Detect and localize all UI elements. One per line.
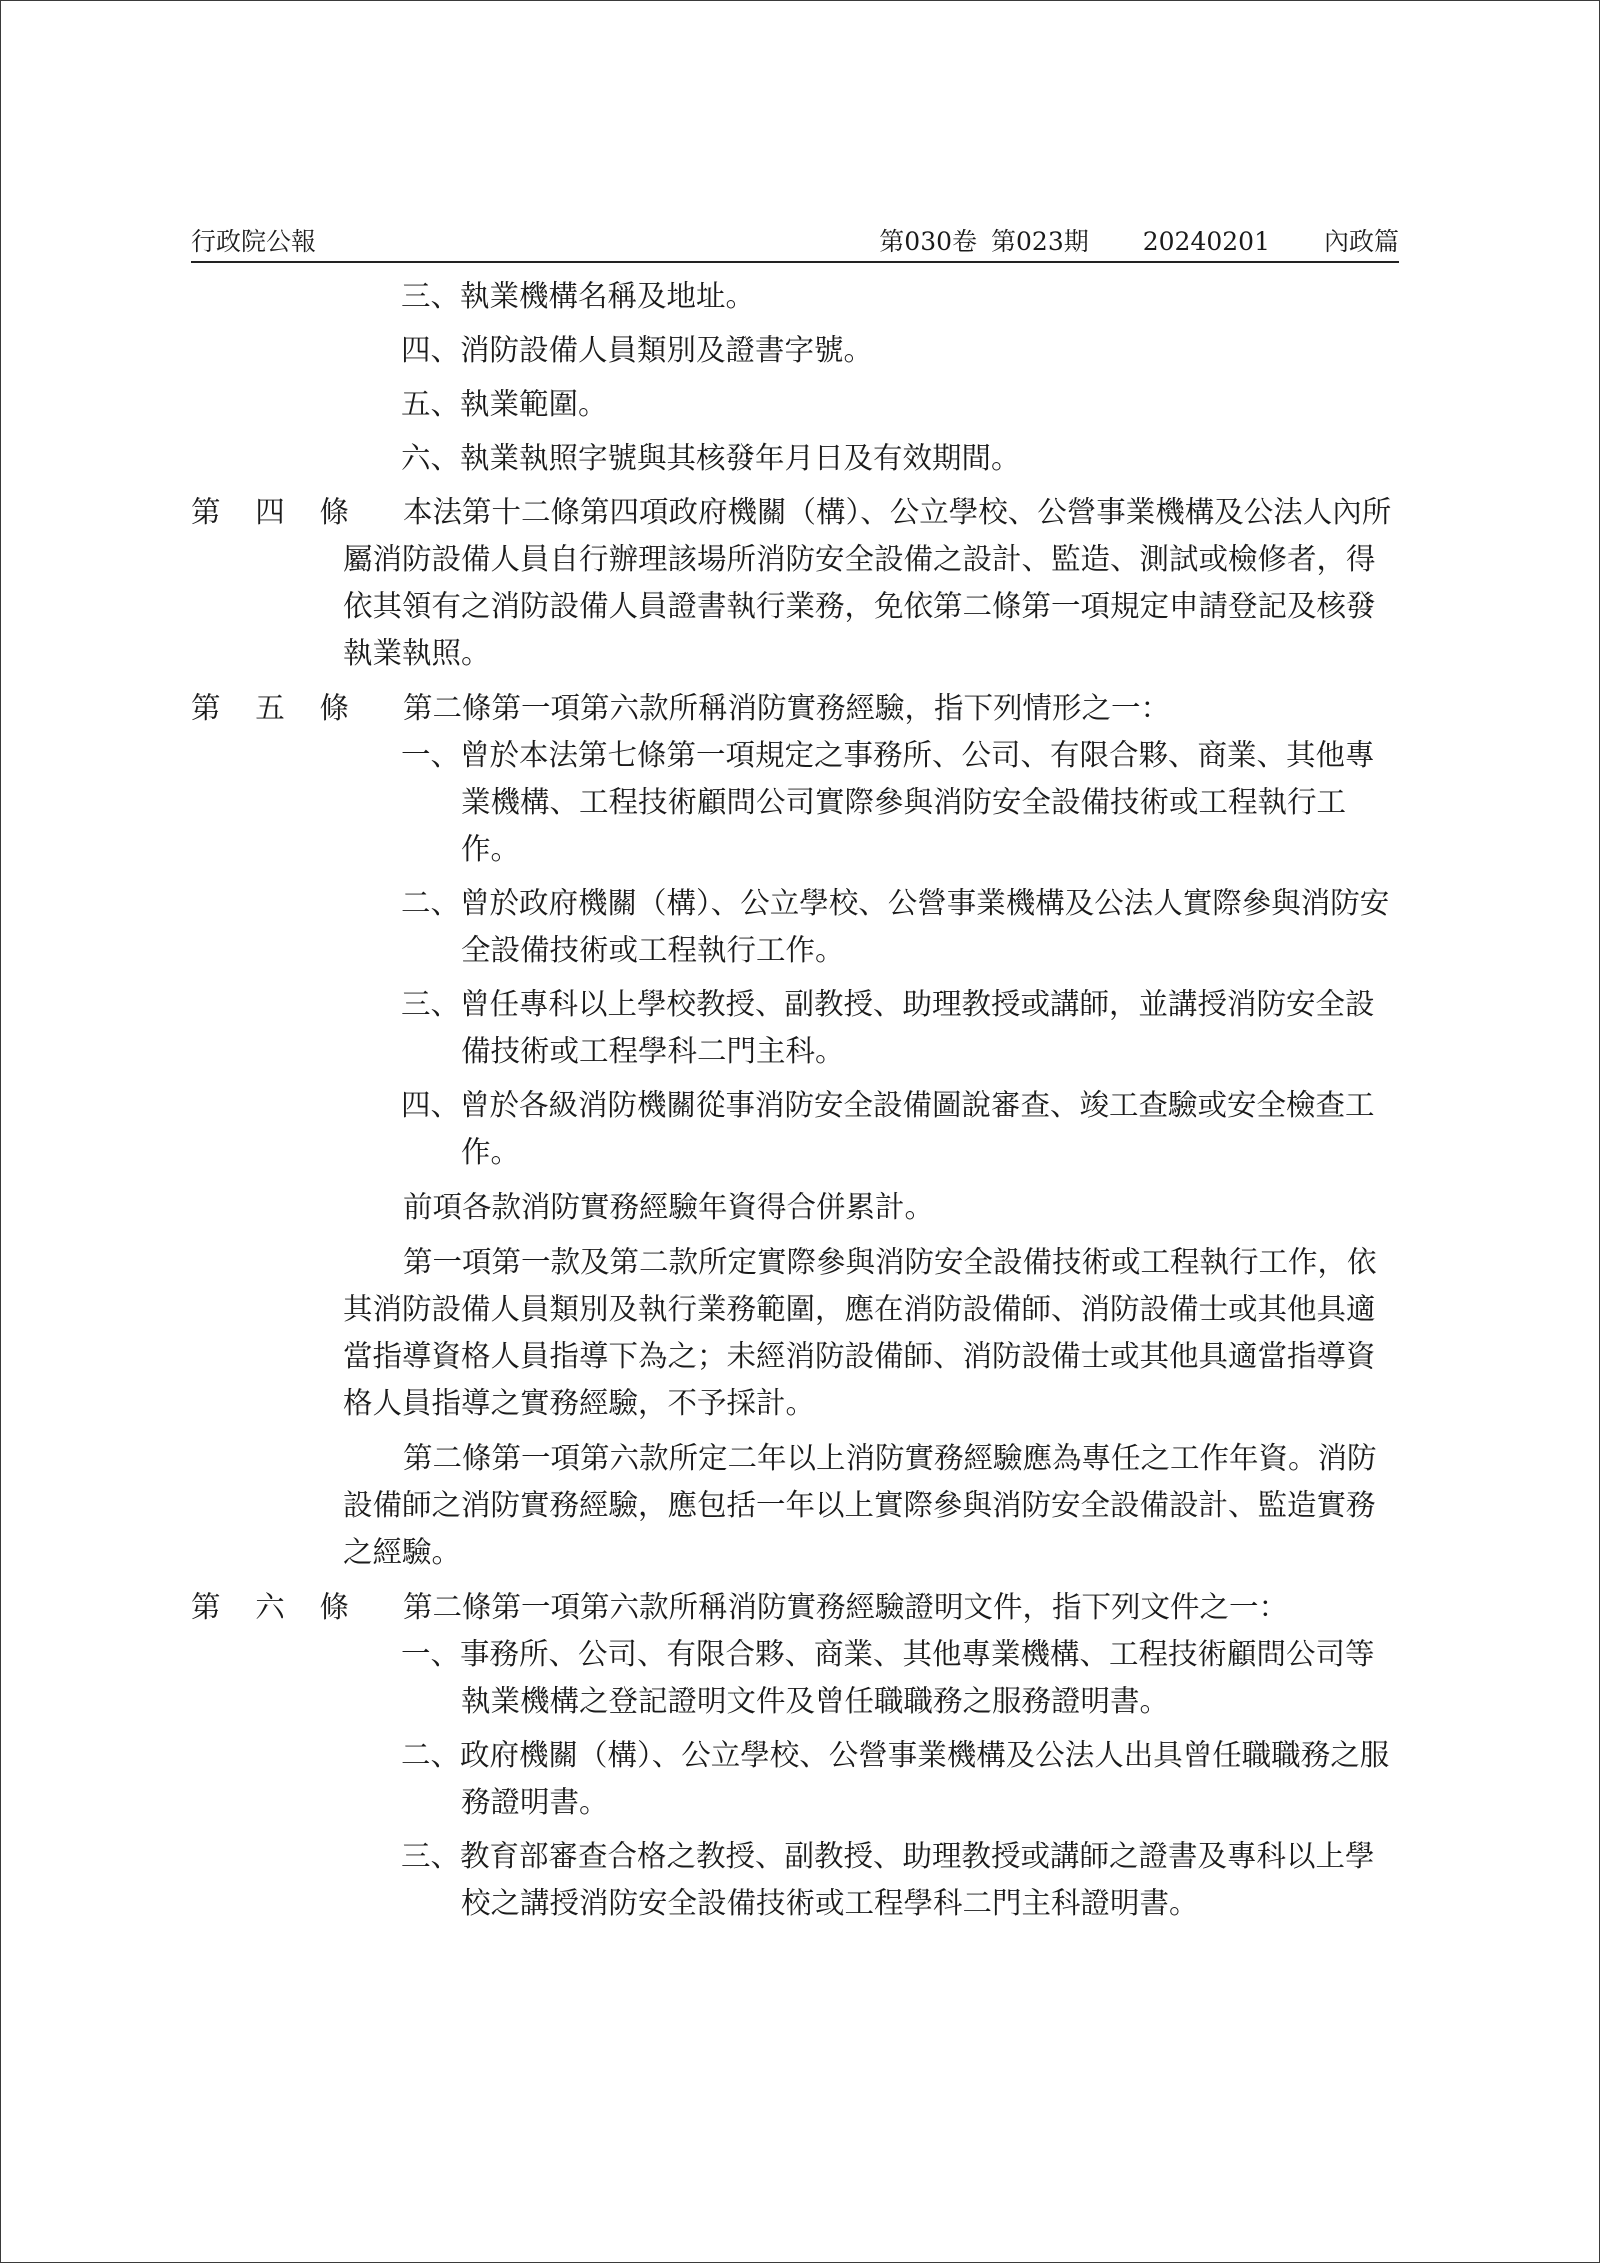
header-meta [879,227,1399,257]
article-label: 第 五 條 [191,691,349,725]
gazette-title: 行政院公報 [191,227,317,256]
list-item: 六、執業執照字號與其核發年月日及有效期間。 [401,441,1021,475]
list-item: 三、曾任專科以上學校教授、副教授、助理教授或講師，並講授消防安全設備技術或工程學科二門主科。 [401,987,1375,1068]
list-item: 一、事務所、公司、有限合夥、商業、其他專業機構、工程技術顧問公司等執業機構之登記證明文件及曾任職職務之服務證明書。 [401,1637,1375,1718]
document-body [191,269,1401,1934]
article-lead: 第二條第一項第六款所稱消防實務經驗證明文件，指下列文件之一： [403,1590,1289,1624]
article-label: 第 四 條 [191,495,349,529]
list-item: 一、曾於本法第七條第一項規定之事務所、公司、有限合夥、商業、其他專業機構、工程技術顧問公司實際參與消防安全設備技術或工程執行工作。 [401,738,1375,866]
paragraph: 第二條第一項第六款所定二年以上消防實務經驗應為專任之工作年資。消防設備師之消防實務經驗，應包括一年以上實際參與消防安全設備設計、監造實務之經驗。 [343,1441,1377,1569]
list-item: 五、執業範圍。 [401,387,608,421]
publish-date: 20240201 [1142,227,1270,256]
list-item: 四、曾於各級消防機關從事消防安全設備圖說審查、竣工查驗或安全檢查工作。 [401,1088,1375,1169]
volume-number: 第030卷 [879,227,978,256]
paragraph: 第一項第一款及第二款所定實際參與消防安全設備技術或工程執行工作，依其消防設備人員類別及執行業務範圍，應在消防設備師、消防設備士或其他具適當指導資格人員指導下為之；未經消防設備師、消防設備士或其他具適當指導資格人員指導之實務經驗，不予採計。 [343,1245,1377,1420]
article-4 [191,489,1401,677]
paragraph: 前項各款消防實務經驗年資得合併累計。 [403,1190,935,1224]
article-lead: 第二條第一項第六款所稱消防實務經驗，指下列情形之一： [403,691,1171,725]
list-item: 四、消防設備人員類別及證書字號。 [401,333,874,367]
article-5 [191,685,1401,732]
article-6 [191,1584,1401,1631]
issue-number: 第023期 [991,227,1089,256]
page-header [191,227,1399,263]
list-item: 三、教育部審查合格之教授、副教授、助理教授或講師之證書及專科以上學校之講授消防安全設備技術或工程學科二門主科證明書。 [401,1839,1375,1920]
list-item: 三、執業機構名稱及地址。 [401,279,756,313]
section-name: 內政篇 [1323,227,1399,256]
list-item: 二、政府機關（構）、公立學校、公營事業機構及公法人出具曾任職職務之服務證明書。 [401,1738,1390,1819]
list-item: 二、曾於政府機關（構）、公立學校、公營事業機構及公法人實際參與消防安全設備技術或工程執行工作。 [401,886,1390,967]
article-text: 本法第十二條第四項政府機關（構）、公立學校、公營事業機構及公法人內所屬消防設備人員自行辦理該場所消防安全設備之設計、監造、測試或檢修者，得依其領有之消防設備人員證書執行業務，免依第二條第一項規定申請登記及核發執業執照。 [343,495,1392,670]
article-label: 第 六 條 [191,1590,349,1624]
